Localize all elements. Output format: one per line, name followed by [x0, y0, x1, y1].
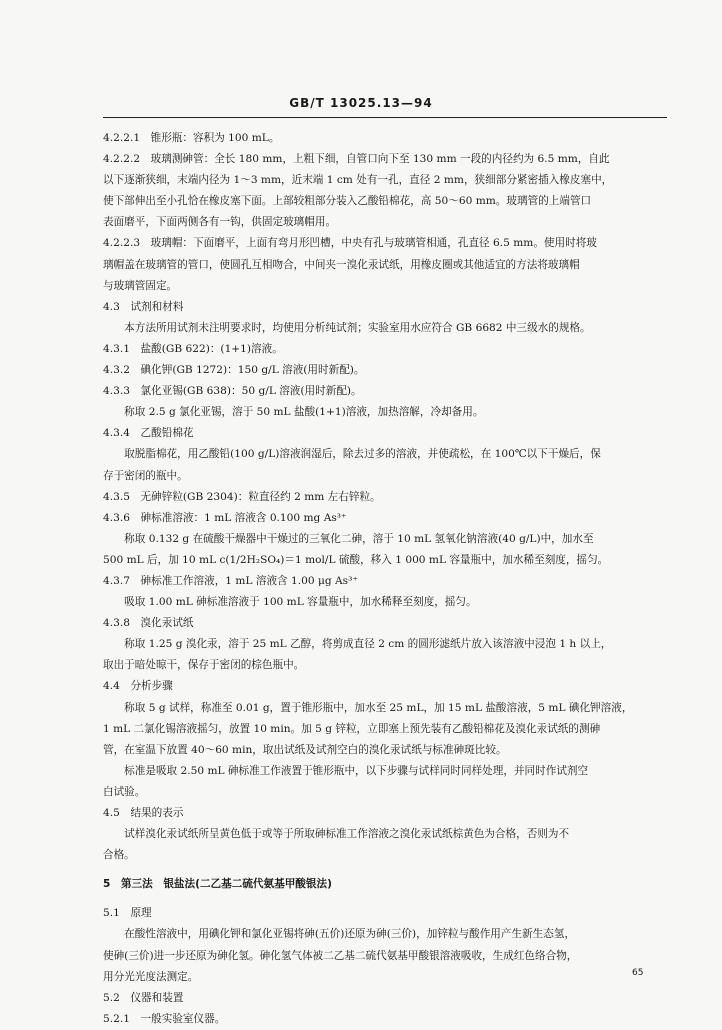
text-line: 本方法所用试剂未注明要求时，均使用分析纯试剂；实验室用水应符合 GB 6682 中三级水的规格。	[103, 321, 591, 334]
text-line: 试样溴化汞试纸所呈黄色低于或等于所取砷标准工作溶液之溴化汞试纸棕黄色为合格，否则为不	[103, 828, 570, 841]
text-block-section-4	[103, 128, 669, 866]
text-line: 4.4 分析步骤	[103, 680, 173, 693]
text-line: 称取 0.132 g 在硫酸干燥器中干燥过的三氧化二砷，溶于 10 mL 氢氧化钠溶液(40 g/L)中，加水至	[103, 532, 594, 545]
text-line: 存于密闭的瓶中。	[103, 469, 188, 482]
text-line: 使下部伸出至小孔恰在橡皮塞下面。上部较粗部分装入乙酸铅棉花，高 50～60 mm。玻璃管的上端管口	[103, 195, 592, 208]
header-rule	[103, 117, 667, 118]
text-line: 4.3.6 砷标准溶液：1 mL 溶液含 0.100 mg As³⁺	[103, 511, 347, 524]
text-line: 合格。	[103, 849, 135, 862]
text-line: 管，在室温下放置 40～60 min，取出试纸及试剂空白的溴化汞试纸与标准砷斑比较。	[103, 743, 507, 756]
page-header: GB/T 13025.13—94	[289, 96, 433, 110]
text-line: 4.3.1 盐酸(GB 622)：(1+1)溶液。	[103, 342, 283, 355]
text-line: 500 mL 后，加 10 mL c(1/2H₂SO₄)＝1 mol/L 硫酸，移入 1 000 mL 容量瓶中，加水稀至刻度，摇匀。	[103, 553, 609, 566]
text-line: 4.3.8 溴化汞试纸	[103, 617, 194, 630]
text-line: 4.2.2.3 玻璃帽：下面磨平，上面有弯月形凹槽，中央有孔与玻璃管相通，孔直径 6.5 mm。使用时将玻	[103, 237, 597, 250]
page-number: 65	[632, 968, 644, 978]
text-line: 4.3.5 无砷锌粒(GB 2304)：粒直径约 2 mm 左右锌粒。	[103, 490, 381, 503]
text-line: 4.3.2 碘化钾(GB 1272)：150 g/L 溶液(用时新配)。	[103, 364, 365, 377]
text-line: 4.5 结果的表示	[103, 807, 184, 819]
text-line: 5.2 仪器和装置	[103, 991, 184, 1004]
text-line: 与玻璃管固定。	[103, 279, 178, 292]
text-line: 4.3.4 乙酸铅棉花	[103, 427, 194, 440]
text-line: 标准是吸取 2.50 mL 砷标准工作液置于锥形瓶中，以下步骤与试样同时同样处理，并同时作试剂空	[103, 764, 589, 777]
text-line: 5.1 原理	[103, 907, 152, 920]
text-line: 5.2.1 一般实验室仪器。	[103, 1012, 226, 1025]
text-line: 用分光光度法测定。	[103, 970, 199, 983]
text-line: 璃帽盖在玻璃管的管口，使圆孔互相吻合，中间夹一溴化汞试纸，用橡皮圈或其他适宜的方法将玻璃帽	[103, 258, 580, 271]
text-line: 4.3 试剂和材料	[103, 300, 184, 313]
text-line: 使砷(三价)进一步还原为砷化氢。砷化氢气体被二乙基二硫代氨基甲酸银溶液吸收，生成红色络合物，	[103, 949, 578, 962]
text-line: 吸取 1.00 mL 砷标准溶液于 100 mL 容量瓶中，加水稀释至刻度，摇匀。	[103, 596, 477, 609]
text-line: 4.2.2.2 玻璃测砷管：全长 180 mm，上粗下细，自管口向下至 130 mm 一段的内径约为 6.5 mm，自此	[103, 153, 610, 166]
text-line: 4.3.7 砷标准工作溶液，1 mL 溶液含 1.00 μg As³⁺	[103, 574, 358, 587]
text-line: 称取 5 g 试样，称准至 0.01 g，置于锥形瓶中，加水至 25 mL，加 15 mL 盐酸溶液，5 mL 碘化钾溶液，	[103, 701, 633, 714]
text-line: 称取 2.5 g 氯化亚锡，溶于 50 mL 盐酸(1+1)溶液，加热溶解，冷却备用。	[103, 406, 484, 419]
text-line: 取出于暗处晾干，保存于密闭的棕色瓶中。	[103, 659, 305, 672]
text-line: 称取 1.25 g 溴化汞，溶于 25 mL 乙醇，将剪成直径 2 cm 的圆形滤纸片放入该溶液中浸泡 1 h 以上，	[103, 638, 612, 651]
section-5-title: 5 第三法 银盐法(二乙基二硫代氨基甲酸银法)	[103, 878, 332, 891]
body-text	[103, 128, 669, 1030]
text-line: 4.3.3 氯化亚锡(GB 638)：50 g/L 溶液(用时新配)。	[103, 385, 362, 398]
text-line: 白试验。	[103, 785, 146, 798]
text-line: 1 mL 二氯化锡溶液摇匀，放置 10 min。加 5 g 锌粒，立即塞上预先装有乙酸铅棉花及溴化汞试纸的测砷	[103, 722, 601, 735]
text-line: 表面磨平，下面两侧各有一钩，供固定玻璃帽用。	[103, 216, 337, 229]
text-line: 4.2.2.1 锥形瓶：容积为 100 mL。	[103, 132, 280, 144]
text-line: 取脱脂棉花，用乙酸铅(100 g/L)溶液润湿后，除去过多的溶液，并使疏松，在 100℃以下干燥后，保	[103, 448, 601, 461]
text-line: 以下逐渐狭细，末端内径为 1～3 mm，近末端 1 cm 处有一孔，直径 2 mm，狭细部分紧密插入橡皮塞中，	[103, 174, 613, 187]
text-block-section-5	[103, 903, 669, 1030]
text-line: 在酸性溶液中，用碘化钾和氯化亚锡将砷(五价)还原为砷(三价)，加锌粒与酸作用产生新生态氢，	[103, 928, 576, 941]
